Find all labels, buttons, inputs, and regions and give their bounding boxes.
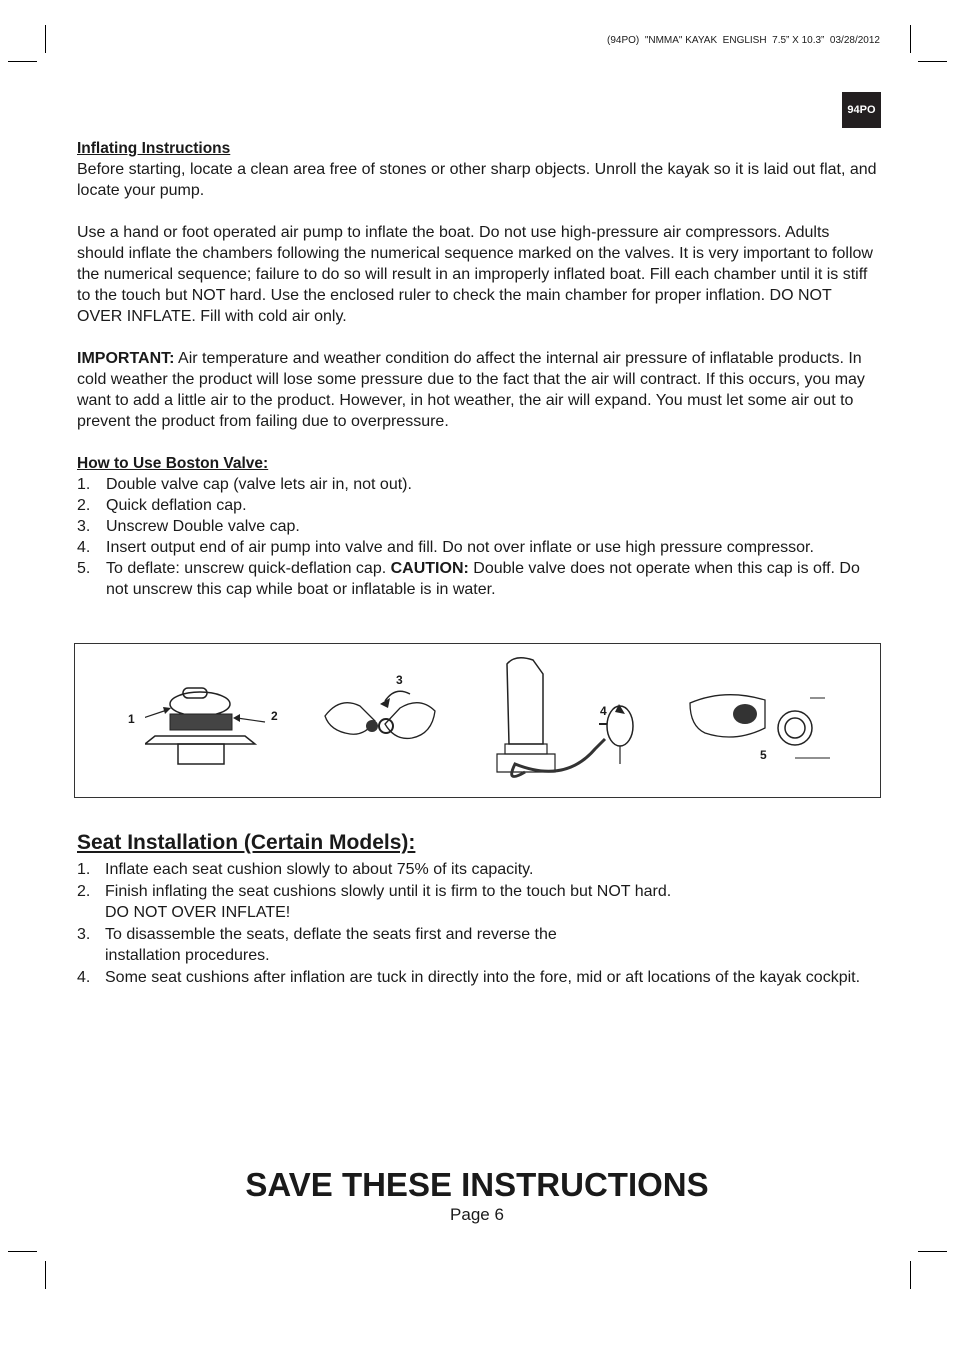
list-item: 4. Insert output end of air pump into valve and fill. Do not over inflate or use high pressure compressor. <box>77 539 814 556</box>
list-item: 4. Some seat cushions after inflation are tuck in directly into the fore, mid or aft locations of the kayak cockpit. <box>77 968 861 986</box>
list-item: 2. Quick deflation cap. <box>77 497 247 514</box>
crop-mark <box>910 1261 911 1289</box>
crop-mark <box>8 61 37 62</box>
crop-mark <box>45 1261 46 1289</box>
crop-mark <box>910 25 911 53</box>
air-pump-illustration <box>495 654 645 789</box>
list-item: 3. To disassemble the seats, deflate the seats first and reverse the installation procedures. <box>77 925 557 964</box>
unscrew-cap-illustration <box>320 686 445 751</box>
important-note <box>77 348 877 432</box>
list-item: 2. Finish inflating the seat cushions slowly until it is firm to the touch but NOT hard. DO NOT OVER INFLATE! <box>77 882 672 921</box>
figure-label-1: 1 <box>128 712 135 726</box>
list-item: 1. Double valve cap (valve lets air in, not out). <box>77 476 412 493</box>
inflating-intro: Before starting, locate a clean area free of stones or other sharp objects. Unroll the kayak so it is laid out flat, and locate your pump. <box>77 161 877 199</box>
inflating-heading: Inflating Instructions <box>77 140 231 157</box>
print-meta: (94PO) "NMMA" KAYAK ENGLISH 7.5” X 10.3” 03/28/2012 <box>607 35 880 46</box>
document-code-badge: 94PO <box>842 92 881 128</box>
figure-label-2: 2 <box>271 709 278 723</box>
valve-illustration-panel <box>74 643 881 798</box>
save-instructions-title: SAVE THESE INSTRUCTIONS <box>245 1166 709 1203</box>
important-label: IMPORTANT: <box>77 350 175 367</box>
valve-caps-illustration <box>145 674 275 774</box>
instructions-body <box>77 138 877 600</box>
important-text: Air temperature and weather condition do affect the internal air pressure of inflatable products. In cold weather the product will lose some pressure due to the fact that the air will contract. If this occurs, you may want to add a little air to the product. However, in hot weather, the air will expand. You must let some air out to prevent the product from failing due to overpressure. <box>77 350 865 430</box>
inflating-procedure: Use a hand or foot operated air pump to inflate the boat. Do not use high-pressure air compressors. Adults should inflate the chambers following the numerical sequence marked on the valves. It is very important to follow the numerical sequence; failure to do so will result in an improperly inflated boat. Fill each chamber until it is stiff to the touch but NOT hard. Use the enclosed ruler to check the main chamber for proper inflation. DO NOT OVER INFLATE. Fill with cold air only. <box>77 224 873 325</box>
boston-valve-steps <box>77 474 877 600</box>
figure-label-5: 5 <box>760 748 767 762</box>
page-number: Page 6 <box>450 1205 504 1224</box>
caution-label: CAUTION: <box>390 560 469 577</box>
figure-label-4: 4 <box>600 704 607 718</box>
crop-mark <box>45 25 46 53</box>
list-item: 5. To deflate: unscrew quick-deflation cap. CAUTION: Double valve does not operate when this cap is off. Do not unscrew this cap while boat or inflatable is in water. <box>77 560 860 598</box>
list-item: 3. Unscrew Double valve cap. <box>77 518 300 535</box>
list-item: 1. Inflate each seat cushion slowly to about 75% of its capacity. <box>77 861 534 878</box>
crop-mark <box>918 1251 947 1252</box>
seat-installation-heading: Seat Installation (Certain Models): <box>77 831 416 854</box>
seat-installation-steps <box>77 859 877 988</box>
figure-label-3: 3 <box>396 673 403 687</box>
crop-mark <box>918 61 947 62</box>
boston-valve-heading: How to Use Boston Valve: <box>77 455 269 472</box>
crop-mark <box>8 1251 37 1252</box>
